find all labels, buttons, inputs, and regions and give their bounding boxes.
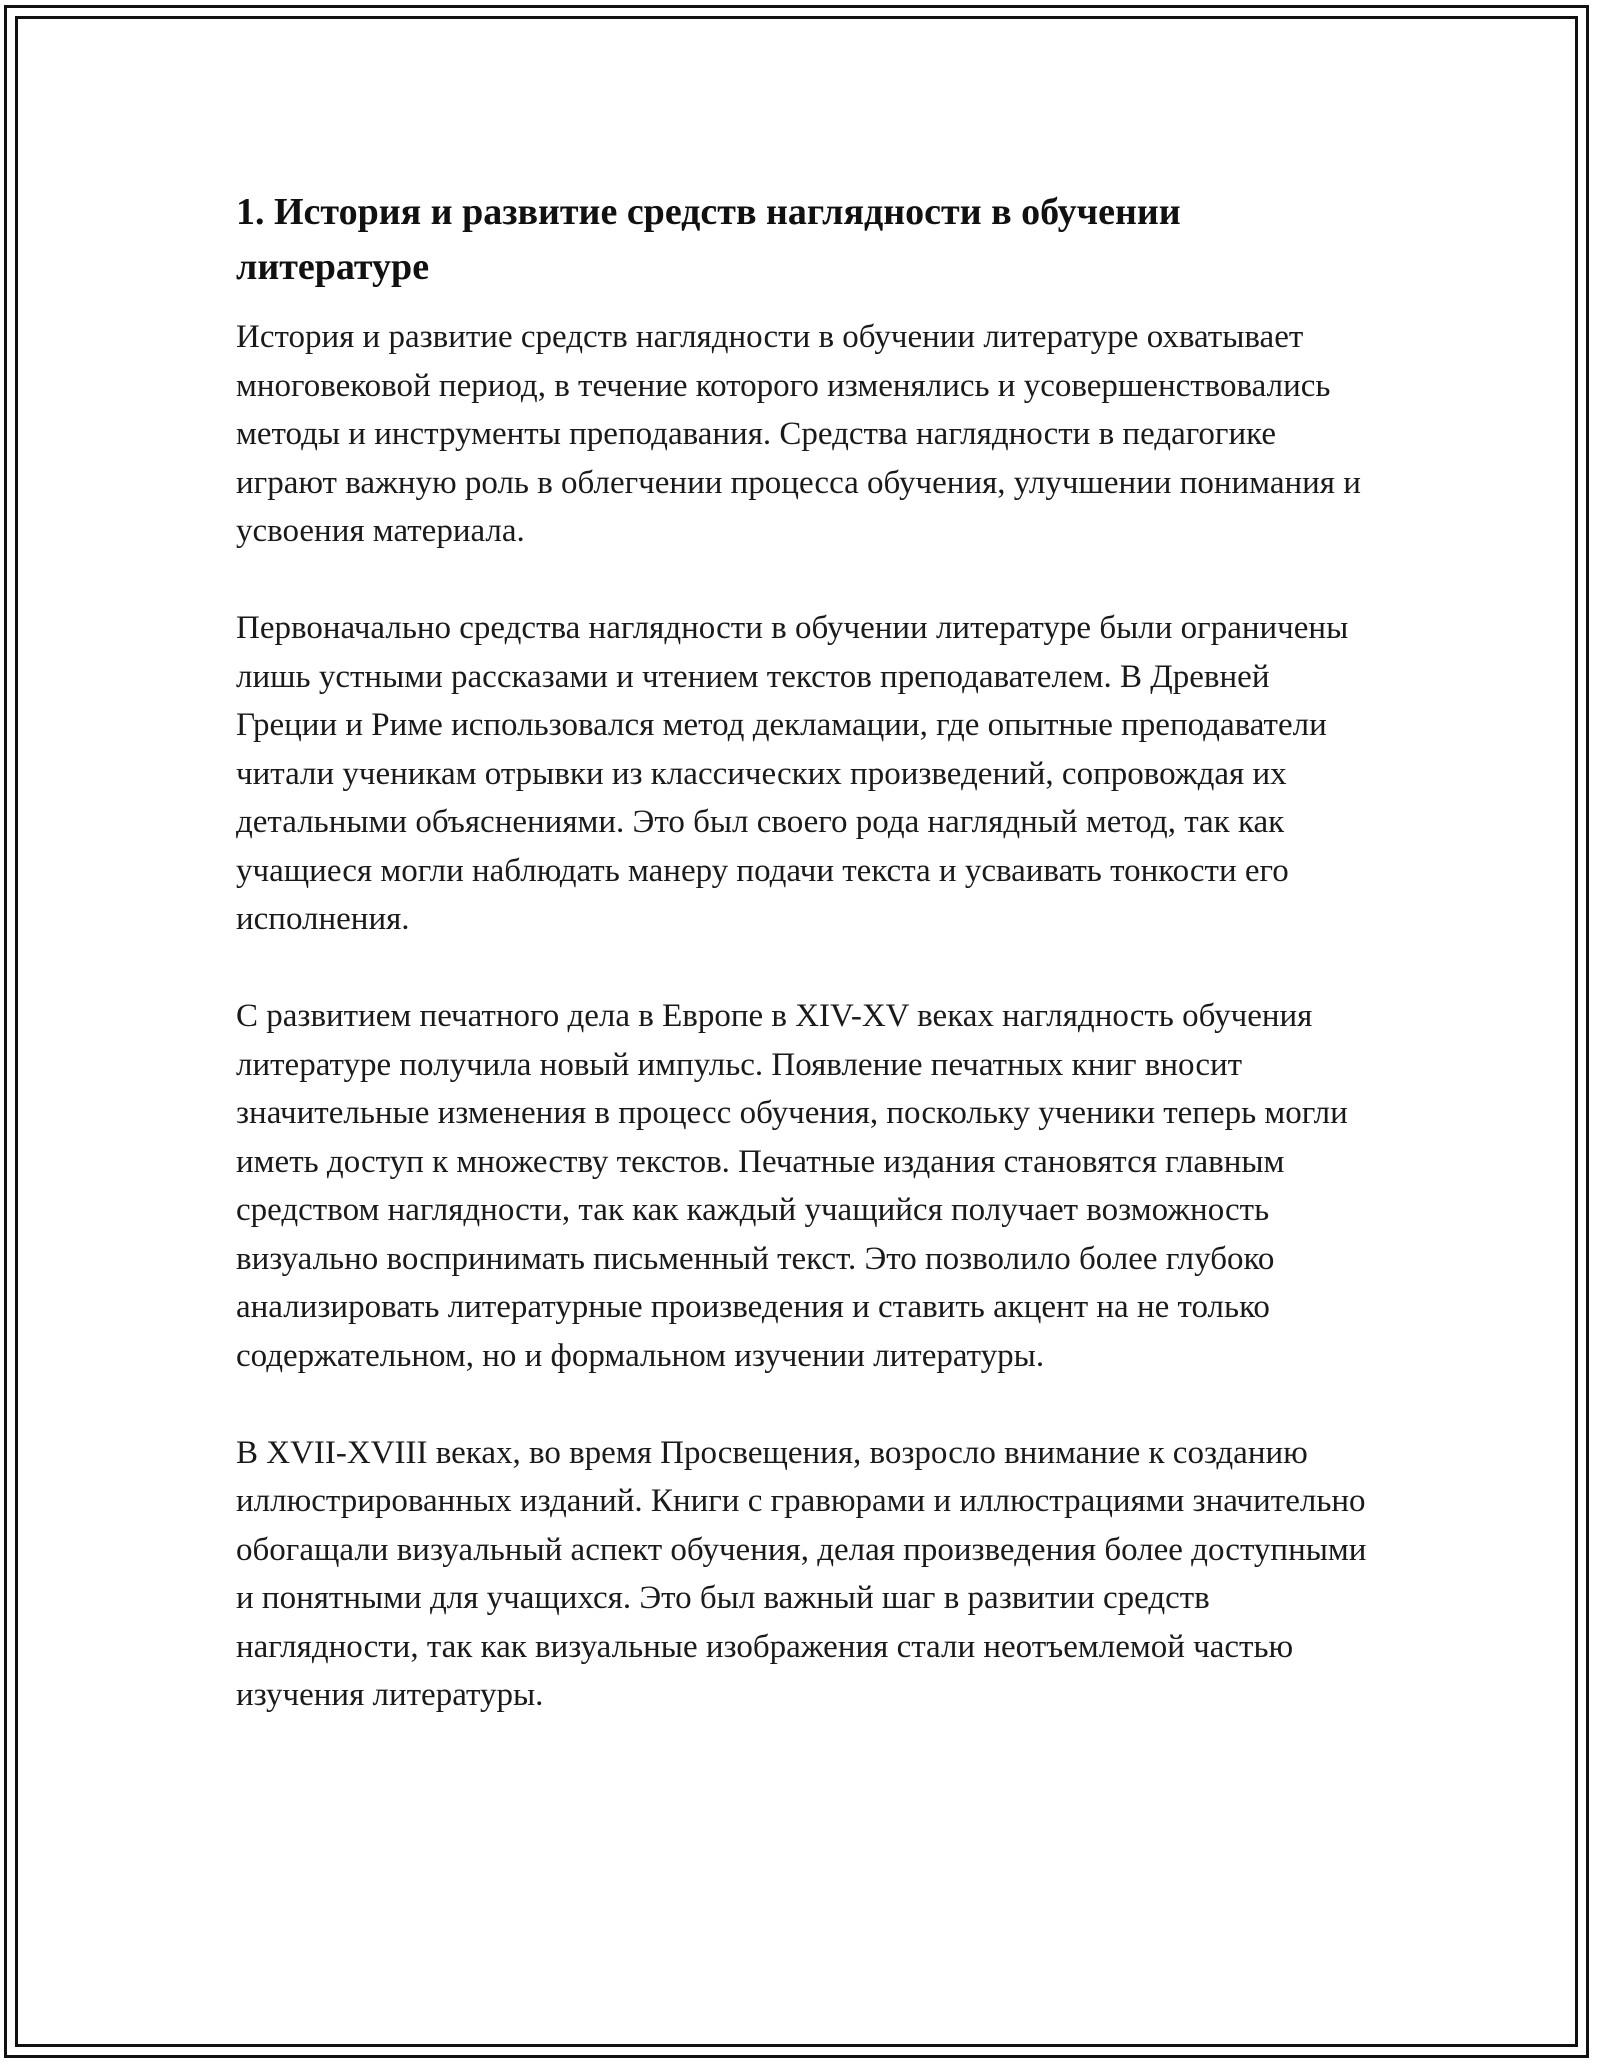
paragraph-2: Первоначально средства наглядности в обучении литературе были ограничены лишь устными рассказами и чтением текстов преподавателем. В Древней Греции и Риме использовался метод декламации, где опытные преподаватели читали ученикам отрывки из классических произведений, сопровождая их детальными объяснениями. Это был своего рода наглядный метод, так как учащиеся могли наблюдать манеру подачи текста и усваивать тонкости его исполнения. [236,610,1349,937]
document-body [236,185,1376,1720]
section-heading: 1. История и развитие средств наглядности в обучении литературе [236,191,1181,288]
paragraph-4: В XVII-XVIII веках, во время Просвещения, возросло внимание к созданию иллюстрированных изданий. Книги с гравюрами и иллюстрациями значительно обогащали визуальный аспект обучения, делая произведения более доступными и понятными для учащихся. Это был важный шаг в развитии средств наглядности, так как визуальные изображения стали неотъемлемой частью изучения литературы. [236,1434,1367,1713]
paragraph-1: История и развитие средств наглядности в обучении литературе охватывает многовековой период, в течение которого изменялись и усовершенствовались методы и инструменты преподавания. Средства наглядности в педагогике играют важную роль в облегчении процесса обучения, улучшении понимания и усвоения материала. [236,319,1361,549]
paragraph-3: С развитием печатного дела в Европе в XIV-XV веках наглядность обучения литературе получила новый импульс. Появление печатных книг вносит значительные изменения в процесс обучения, поскольку ученики теперь могли иметь доступ к множеству текстов. Печатные издания становятся главным средством наглядности, так как каждый учащийся получает возможность визуально воспринимать письменный текст. Это позволило более глубоко анализировать литературные произведения и ставить акцент на не только содержательном, но и формальном изучении литературы. [236,998,1348,1374]
